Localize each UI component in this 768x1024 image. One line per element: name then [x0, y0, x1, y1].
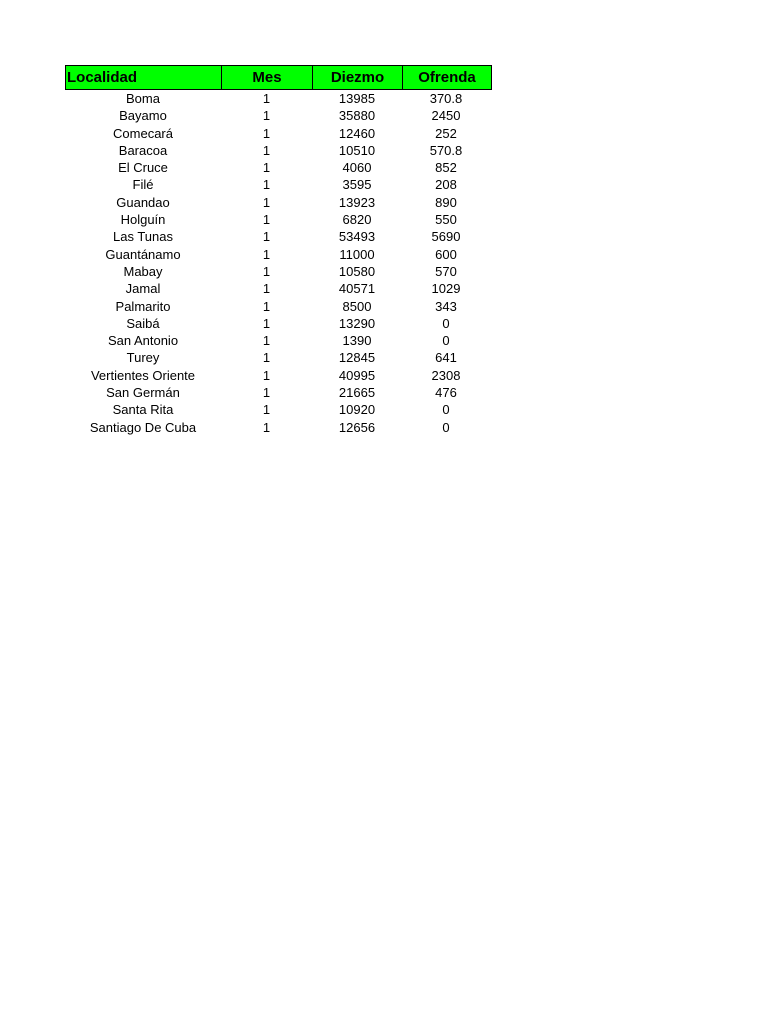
- cell-diezmo[interactable]: 13290: [338, 315, 376, 331]
- cell-ofrenda[interactable]: 5690: [431, 229, 461, 245]
- cell-mes[interactable]: 1: [262, 212, 271, 228]
- cell-localidad[interactable]: Saibá: [126, 315, 160, 331]
- table-row: [65, 280, 492, 297]
- cell-ofrenda[interactable]: 343: [435, 298, 457, 314]
- table-row: [65, 298, 492, 315]
- cell-mes[interactable]: 1: [262, 298, 271, 314]
- table-row: [65, 159, 492, 176]
- cell-mes[interactable]: 1: [262, 229, 271, 245]
- cell-localidad[interactable]: Boma: [126, 91, 160, 106]
- cell-ofrenda[interactable]: 570.8: [429, 142, 463, 158]
- cell-localidad[interactable]: Holguín: [120, 212, 166, 228]
- cell-diezmo[interactable]: 3595: [342, 177, 372, 193]
- cell-mes[interactable]: 1: [262, 315, 271, 331]
- cell-ofrenda[interactable]: 0: [442, 419, 450, 435]
- cell-mes[interactable]: 1: [262, 142, 271, 158]
- table-row: [65, 142, 492, 159]
- cell-mes[interactable]: 1: [262, 333, 271, 349]
- cell-mes[interactable]: 1: [262, 419, 271, 435]
- table-row: [65, 349, 492, 366]
- cell-localidad[interactable]: Las Tunas: [113, 229, 173, 245]
- cell-ofrenda[interactable]: 252: [435, 125, 457, 141]
- cell-ofrenda[interactable]: 2308: [431, 367, 461, 383]
- cell-localidad[interactable]: Guantánamo: [105, 246, 181, 262]
- cell-mes[interactable]: 1: [262, 160, 271, 176]
- cell-localidad[interactable]: San Antonio: [107, 333, 179, 349]
- cell-localidad[interactable]: El Cruce: [118, 160, 168, 176]
- cell-localidad[interactable]: Guandao: [116, 194, 170, 210]
- cell-localidad[interactable]: Mabay: [123, 263, 163, 279]
- cell-mes[interactable]: 1: [262, 367, 271, 383]
- cell-diezmo[interactable]: 13985: [338, 91, 376, 106]
- table-row: [65, 246, 492, 263]
- cell-mes[interactable]: 1: [262, 177, 271, 193]
- cell-diezmo[interactable]: 10920: [338, 402, 376, 418]
- table-row: [65, 315, 492, 332]
- cell-ofrenda[interactable]: 1029: [431, 281, 461, 297]
- cell-diezmo[interactable]: 6820: [342, 212, 372, 228]
- cell-localidad[interactable]: Comecará: [113, 125, 173, 141]
- cell-mes[interactable]: 1: [262, 402, 271, 418]
- cell-mes[interactable]: 1: [262, 385, 271, 401]
- table-row: [65, 263, 492, 280]
- cell-ofrenda[interactable]: 852: [435, 160, 457, 176]
- cell-mes[interactable]: 1: [262, 91, 271, 106]
- cell-mes[interactable]: 1: [262, 281, 271, 297]
- table-row: [65, 125, 492, 142]
- cell-ofrenda[interactable]: 600: [435, 246, 457, 262]
- cell-ofrenda[interactable]: 0: [442, 333, 450, 349]
- cell-diezmo[interactable]: 40571: [338, 281, 376, 297]
- cell-localidad[interactable]: Vertientes Oriente: [90, 367, 196, 383]
- cell-diezmo[interactable]: 1390: [342, 333, 372, 349]
- cell-diezmo[interactable]: 12460: [338, 125, 376, 141]
- table-row: [65, 401, 492, 418]
- cell-ofrenda[interactable]: 208: [435, 177, 457, 193]
- cell-localidad[interactable]: San Germán: [106, 385, 180, 401]
- cell-mes[interactable]: 1: [262, 125, 271, 141]
- table-row: [65, 90, 492, 107]
- table-body: [65, 90, 492, 436]
- table-row: [65, 367, 492, 384]
- table-row: [65, 211, 492, 228]
- cell-diezmo[interactable]: 53493: [338, 229, 376, 245]
- cell-localidad[interactable]: Jamal: [125, 281, 161, 297]
- table-row: [65, 107, 492, 124]
- cell-mes[interactable]: 1: [262, 263, 271, 279]
- cell-localidad[interactable]: Turey: [126, 350, 160, 366]
- header-ofrenda[interactable]: Ofrenda: [418, 69, 476, 86]
- cell-diezmo[interactable]: 8500: [342, 298, 372, 314]
- table-row: [65, 332, 492, 349]
- cell-diezmo[interactable]: 13923: [338, 194, 376, 210]
- cell-diezmo[interactable]: 21665: [338, 385, 376, 401]
- cell-mes[interactable]: 1: [262, 194, 271, 210]
- cell-localidad[interactable]: Bayamo: [119, 108, 167, 124]
- cell-localidad[interactable]: Santa Rita: [112, 402, 174, 418]
- header-row: [65, 65, 492, 90]
- cell-diezmo[interactable]: 12656: [338, 419, 376, 435]
- cell-diezmo[interactable]: 11000: [339, 246, 375, 262]
- table-row: [65, 228, 492, 245]
- cell-localidad[interactable]: Baracoa: [118, 142, 168, 158]
- cell-ofrenda[interactable]: 570: [435, 263, 457, 279]
- cell-diezmo[interactable]: 10580: [338, 263, 376, 279]
- cell-mes[interactable]: 1: [262, 108, 271, 124]
- cell-localidad[interactable]: Palmarito: [115, 298, 171, 314]
- cell-diezmo[interactable]: 40995: [338, 367, 376, 383]
- cell-diezmo[interactable]: 35880: [338, 108, 376, 124]
- cell-localidad[interactable]: Filé: [132, 177, 154, 193]
- cell-ofrenda[interactable]: 0: [442, 315, 450, 331]
- cell-ofrenda[interactable]: 0: [442, 402, 450, 418]
- table-row: [65, 176, 492, 193]
- cell-diezmo[interactable]: 12845: [338, 350, 376, 366]
- cell-diezmo[interactable]: 4060: [342, 160, 372, 176]
- cell-ofrenda[interactable]: 641: [435, 350, 457, 366]
- cell-mes[interactable]: 1: [262, 246, 271, 262]
- spreadsheet-table: [65, 65, 492, 436]
- cell-mes[interactable]: 1: [262, 350, 271, 366]
- header-localidad[interactable]: Localidad: [66, 66, 222, 89]
- table-row: [65, 194, 492, 211]
- table-row: [65, 384, 492, 401]
- header-diezmo[interactable]: Diezmo: [313, 66, 403, 89]
- cell-diezmo[interactable]: 10510: [338, 142, 376, 158]
- header-mes[interactable]: Mes: [222, 66, 313, 89]
- cell-ofrenda[interactable]: 476: [435, 385, 457, 401]
- cell-localidad[interactable]: Santiago De Cuba: [89, 419, 197, 435]
- cell-ofrenda[interactable]: 370.8: [429, 91, 463, 106]
- table-row: [65, 419, 492, 436]
- cell-ofrenda[interactable]: 890: [435, 194, 457, 210]
- cell-ofrenda[interactable]: 550: [435, 212, 457, 228]
- cell-ofrenda[interactable]: 2450: [431, 108, 461, 124]
